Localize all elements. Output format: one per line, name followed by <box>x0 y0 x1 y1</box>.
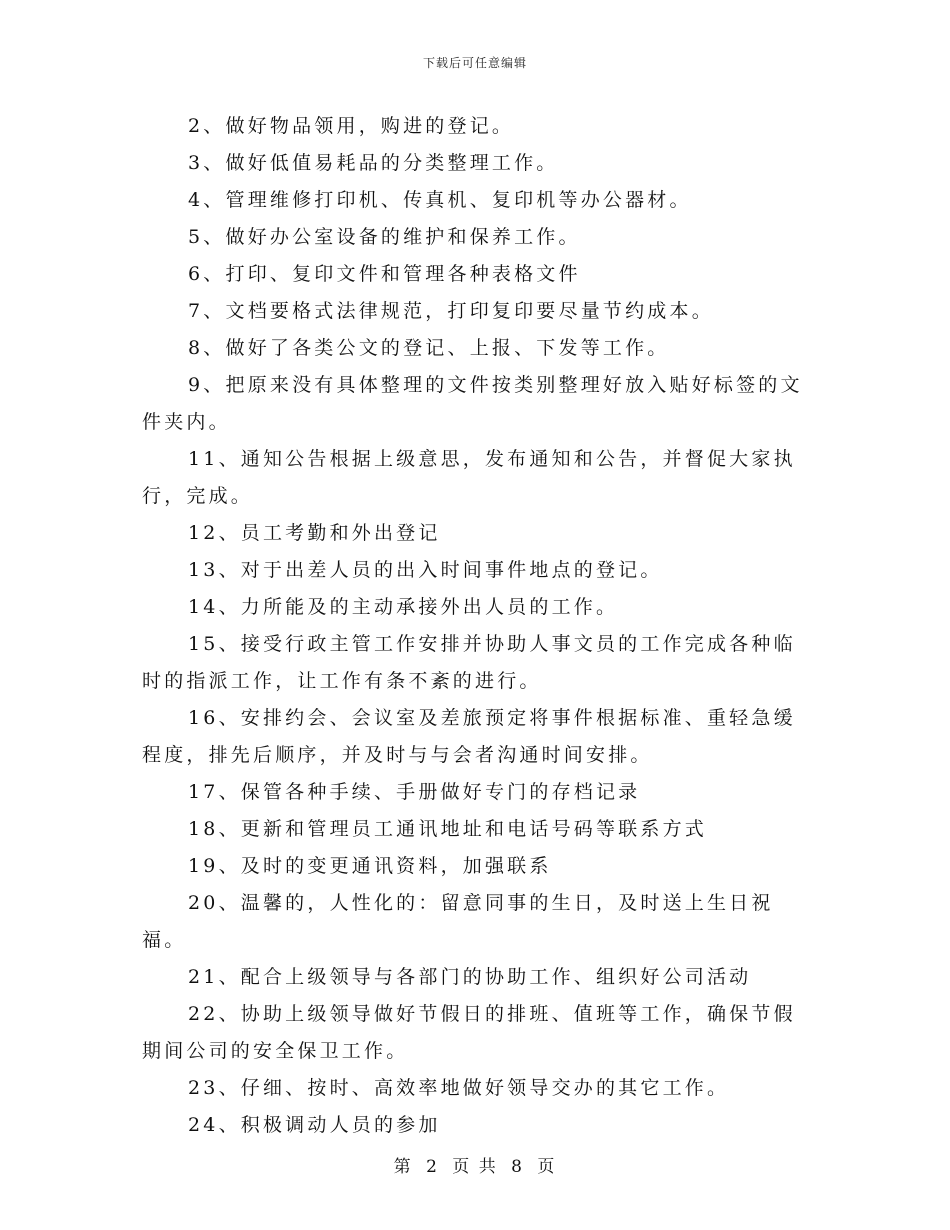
paragraph: 15、接受行政主管工作安排并协助人事文员的工作完成各种临时的指派工作，让工作有条不紊的进行。 <box>142 633 796 692</box>
paragraph: 24、积极调动人员的参加 <box>188 1114 441 1136</box>
paragraph: 19、及时的变更通讯资料，加强联系 <box>188 855 552 877</box>
paragraph: 18、更新和管理员工通讯地址和电话号码等联系方式 <box>188 818 707 840</box>
paragraph: 17、保管各种手续、手册做好专门的存档记录 <box>188 781 641 803</box>
paragraph: 11、通知公告根据上级意思，发布通知和公告，并督促大家执行，完成。 <box>142 448 796 507</box>
footer-prefix: 第 <box>393 1157 413 1177</box>
paragraph: 22、协助上级领导做好节假日的排班、值班等工作，确保节假期间公司的安全保卫工作。 <box>142 1003 796 1062</box>
paragraph: 6、打印、复印文件和管理各种表格文件 <box>188 263 581 285</box>
paragraph: 7、文档要格式法律规范，打印复印要尽量节约成本。 <box>188 300 714 322</box>
paragraph: 12、员工考勤和外出登记 <box>188 522 441 544</box>
paragraph: 21、配合上级领导与各部门的协助工作、组织好公司活动 <box>188 966 752 988</box>
footer-total-pages: 8 <box>511 1157 524 1177</box>
document-body <box>142 108 810 1144</box>
paragraph: 2、做好物品领用，购进的登记。 <box>188 115 515 137</box>
paragraph: 4、管理维修打印机、传真机、复印机等办公器材。 <box>188 189 692 211</box>
paragraph: 14、力所能及的主动承接外出人员的工作。 <box>188 596 619 618</box>
footer-middle: 页 共 <box>452 1157 498 1177</box>
paragraph: 9、把原来没有具体整理的文件按类别整理好放入贴好标签的文件夹内。 <box>142 374 803 433</box>
paragraph: 23、仔细、按时、高效率地做好领导交办的其它工作。 <box>188 1077 730 1099</box>
paragraph: 16、安排约会、会议室及差旅预定将事件根据标准、重轻急缓程度，排先后顺序，并及时与与会者沟通时间安排。 <box>142 707 796 766</box>
footer-suffix: 页 <box>537 1157 557 1177</box>
footer-current-page: 2 <box>426 1157 439 1177</box>
paragraph: 3、做好低值易耗品的分类整理工作。 <box>188 152 559 174</box>
paragraph: 13、对于出差人员的出入时间事件地点的登记。 <box>188 559 663 581</box>
paragraph: 20、温馨的，人性化的：留意同事的生日，及时送上生日祝福。 <box>142 892 774 951</box>
page-header: 下载后可任意编辑 <box>422 56 527 70</box>
paragraph: 5、做好办公室设备的维护和保养工作。 <box>188 226 581 248</box>
paragraph: 8、做好了各类公文的登记、上报、下发等工作。 <box>188 337 670 359</box>
page-footer <box>0 1152 950 1177</box>
